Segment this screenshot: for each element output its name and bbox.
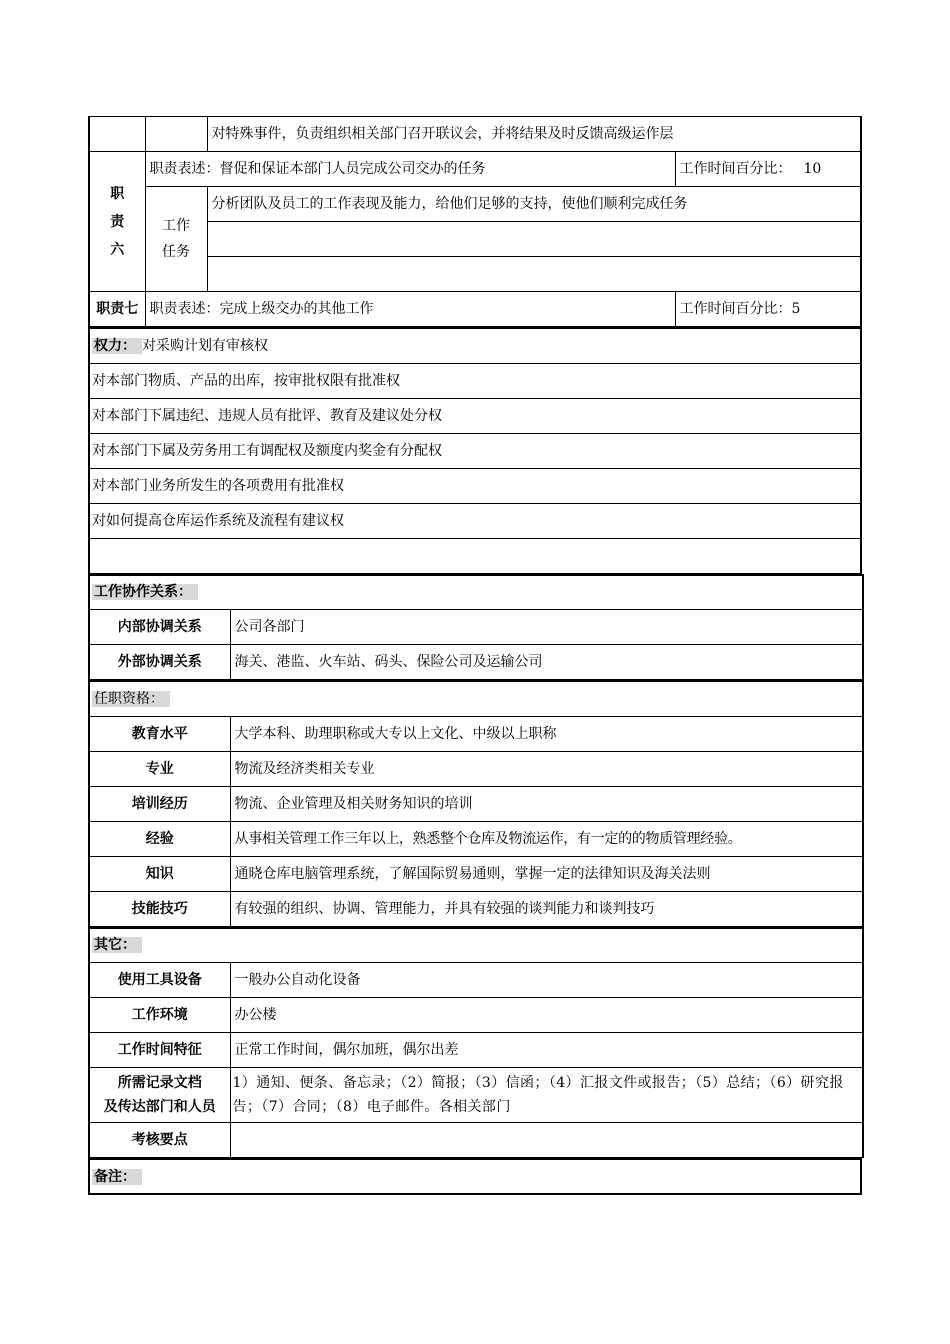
cooperation-value: 公司各部门: [230, 610, 863, 645]
cooperation-value: 海关、港监、火车站、码头、保险公司及运输公司: [230, 645, 863, 680]
qualification-label: 专业: [89, 751, 230, 786]
duty6-description: 职责表述：督促和保证本部门人员完成公司交办的任务: [145, 152, 675, 187]
other-row: [89, 1033, 863, 1068]
qualification-label: 培训经历: [89, 786, 230, 821]
duty7-description: 职责表述：完成上级交办的其他工作: [145, 292, 675, 327]
other-row: [89, 998, 863, 1033]
qualification-row: [89, 821, 863, 856]
authority-item: 对本部门下属违纪、违规人员有批评、教育及建议处分权: [89, 398, 861, 433]
qualification-row: [89, 891, 863, 926]
duty6-task-1: 分析团队及员工的工作表现及能力，给他们足够的支持，使他们顺利完成任务: [207, 187, 861, 222]
duty6-task-row: [89, 187, 861, 222]
qualification-table: [88, 680, 864, 927]
job-description-document: [88, 116, 862, 1195]
other-heading: 其它：: [92, 937, 142, 953]
qualification-value: 通晓仓库电脑管理系统，了解国际贸易通则，掌握一定的法律知识及海关法则: [230, 856, 863, 891]
cooperation-row: [89, 645, 863, 680]
authority-heading-row: [89, 328, 861, 363]
qualification-row: [89, 786, 863, 821]
cooperation-heading: 工作协作关系：: [92, 584, 198, 600]
cooperation-row: [89, 610, 863, 645]
other-value: 正常工作时间，偶尔加班，偶尔出差: [230, 1033, 863, 1068]
duty6-time: 工作时间百分比： 10: [675, 152, 861, 187]
qualification-label: 经验: [89, 821, 230, 856]
other-row: [89, 963, 863, 998]
qualification-row: [89, 856, 863, 891]
other-value: 一般办公自动化设备: [230, 963, 863, 998]
cooperation-label: 外部协调关系: [89, 645, 230, 680]
duties-table: [88, 116, 862, 327]
authority-heading: 权力：: [92, 338, 142, 354]
duty7-time: 工作时间百分比：5: [675, 292, 861, 327]
other-label: 考核要点: [89, 1123, 230, 1158]
other-value: 办公楼: [230, 998, 863, 1033]
authority-row: [89, 433, 861, 468]
duty7-label: 职责七: [89, 292, 145, 327]
duty6-task-2: [207, 222, 861, 257]
other-label: 工作时间特征: [89, 1033, 230, 1068]
qualification-label: 技能技巧: [89, 891, 230, 926]
authority-item: 对本部门下属及劳务用工有调配权及额度内奖金有分配权: [89, 433, 861, 468]
duty6-description-row: [89, 152, 861, 187]
cooperation-label: 内部协调关系: [89, 610, 230, 645]
other-label: 工作环境: [89, 998, 230, 1033]
remarks-table: [88, 1158, 862, 1195]
other-value: [230, 1123, 863, 1158]
qualification-value: 大学本科、助理职称或大专以上文化、中级以上职称: [230, 716, 863, 751]
qualification-value: 有较强的组织、协调、管理能力，并具有较强的谈判能力和谈判技巧: [230, 891, 863, 926]
duty6-task-label: 工作 任务: [145, 187, 207, 292]
duty6-task-3: [207, 257, 861, 292]
qualification-row: [89, 751, 863, 786]
duty-special-text: 对特殊事件，负责组织相关部门召开联议会，并将结果及时反馈高级运作层: [207, 117, 861, 152]
other-label: 使用工具设备: [89, 963, 230, 998]
duty6-label: 职 责 六: [89, 152, 145, 292]
authority-item: [89, 538, 861, 573]
duty7-row: [89, 292, 861, 327]
other-table: [88, 927, 864, 1159]
authority-row: [89, 398, 861, 433]
other-label: 所需记录文档 及传达部门和人员: [89, 1068, 230, 1123]
authority-table: [88, 327, 862, 574]
authority-item: 对本部门物质、产品的出库，按审批权限有批准权: [89, 363, 861, 398]
other-value: 1）通知、便条、备忘录；（2）简报；（3）信函；（4）汇报文件或报告；（5）总结；（6）研究报告；（7）合同；（8）电子邮件。各相关部门: [230, 1068, 863, 1123]
qualification-value: 物流及经济类相关专业: [230, 751, 863, 786]
authority-row: [89, 468, 861, 503]
authority-row: [89, 503, 861, 538]
authority-item: 对本部门业务所发生的各项费用有批准权: [89, 468, 861, 503]
duty-special-row: [89, 117, 861, 152]
other-row: [89, 1123, 863, 1158]
other-row: [89, 1068, 863, 1123]
qualification-value: 物流、企业管理及相关财务知识的培训: [230, 786, 863, 821]
qualification-heading: 任职资格：: [92, 691, 170, 707]
authority-item: 对如何提高仓库运作系统及流程有建议权: [89, 503, 861, 538]
qualification-label: 教育水平: [89, 716, 230, 751]
qualification-label: 知识: [89, 856, 230, 891]
qualification-row: [89, 716, 863, 751]
qualification-value: 从事相关管理工作三年以上，熟悉整个仓库及物流运作，有一定的的物质管理经验。: [230, 821, 863, 856]
authority-row: [89, 363, 861, 398]
remarks-heading: 备注：: [92, 1169, 142, 1185]
authority-row: [89, 538, 861, 573]
authority-item: 对采购计划有审核权: [142, 337, 268, 354]
cooperation-table: [88, 574, 864, 681]
